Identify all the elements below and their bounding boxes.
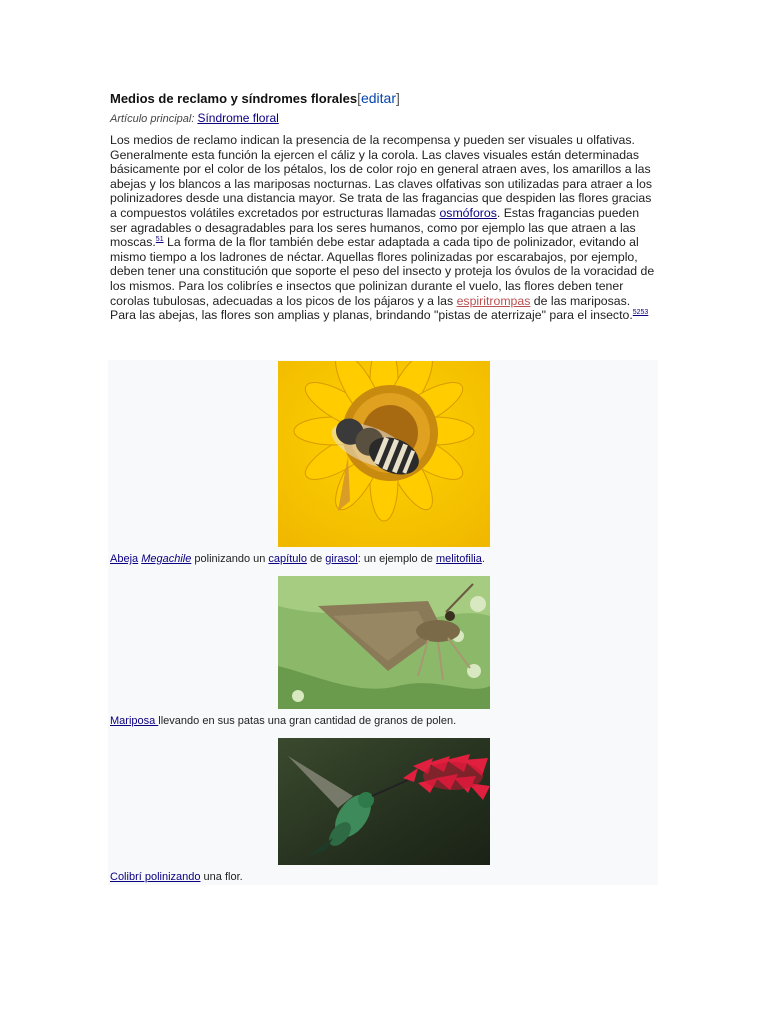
caption-link[interactable]: Colibrí polinizando [110, 871, 201, 883]
caption-butterfly [110, 715, 656, 727]
caption-link[interactable]: Abeja [110, 553, 139, 565]
caption-link[interactable]: capítulo [268, 553, 307, 565]
section-heading [110, 90, 658, 106]
reference-51[interactable]: 51 [155, 236, 164, 244]
caption-text: : un ejemplo de [357, 553, 436, 565]
caption-link[interactable]: girasol [325, 553, 358, 565]
caption-text: polinizando un [191, 553, 269, 565]
butterfly-leaf-image[interactable] [278, 576, 490, 709]
paragraph-text-4: de las mariposas. Para las abejas, las flores son amplias y planas, brindando "pistas de aterrizaje" para el insecto. [110, 293, 633, 323]
section-title: Medios de reclamo y síndromes florales [110, 91, 358, 106]
caption-link[interactable]: Megachile [141, 553, 192, 565]
paragraph-text-1: Los medios de reclamo indican la presencia de la recompensa y pueden ser visuales u olfativas. Generalmente esta función la ejercen el cáliz y la corola. Las claves visuales están determinadas básicamente por el color de los pétalos, los de color rojo en general atraen aves, los amarillos a las abejas y los blancos a las mariposas nocturnas. Las claves olfativas son utilizadas para atraer a los polinizadores desde una distancia mayor. Se trata de las fragancias que despiden las flores gracias a compuestos volátiles excretados por estructuras llamadas [110, 133, 653, 220]
image-gallery [108, 360, 658, 885]
caption-link[interactable]: Mariposa [110, 715, 159, 727]
paragraph-text-3: La forma de la flor también debe estar adaptada a cada tipo de polinizador, evitando al mismo tiempo a los ladrones de néctar. Aquellas flores polinizadas por escarabajos, por ejemplo, deben tener una constitución que soporte el peso del insecto y proteja los óvulos de la voracidad de los mismos. Para los colibríes e insectos que polinizan durante el vuelo, las flores deben tener corolas tubulosas, adecuadas a los picos de los pájaros y a las [110, 235, 655, 308]
reference-5253[interactable]: 5253 [632, 309, 649, 317]
edit-bracket-open: [ [357, 90, 361, 106]
edit-section-link[interactable]: editar [360, 90, 397, 106]
main-article-label: Artículo principal: [110, 113, 195, 125]
main-article-note [110, 111, 658, 125]
caption-hummingbird [110, 871, 656, 883]
link-espiritrompas[interactable]: espiritrompas [456, 293, 531, 308]
bee-sunflower-image[interactable] [278, 361, 490, 547]
caption-bee [110, 553, 656, 565]
body-paragraph [110, 133, 658, 323]
link-osmoforos[interactable]: osmóforos [439, 205, 497, 220]
hummingbird-flower-image[interactable] [278, 738, 490, 865]
caption-text: de [306, 553, 326, 565]
caption-link[interactable]: melitofilia [435, 553, 482, 565]
caption-text: llevando en sus patas una gran cantidad de granos de polen. [158, 715, 457, 727]
caption-text: una flor. [200, 871, 243, 883]
edit-bracket-close: ] [396, 90, 400, 106]
main-article-link[interactable]: Síndrome floral [197, 111, 279, 125]
edit-section-link-wrapper [357, 90, 400, 106]
caption-text: . [481, 553, 485, 565]
paragraph-text-2: . Estas fragancias pueden ser agradables o desagradables para los seres humanos, como por ejemplo las que atraen a las moscas. [110, 205, 640, 250]
